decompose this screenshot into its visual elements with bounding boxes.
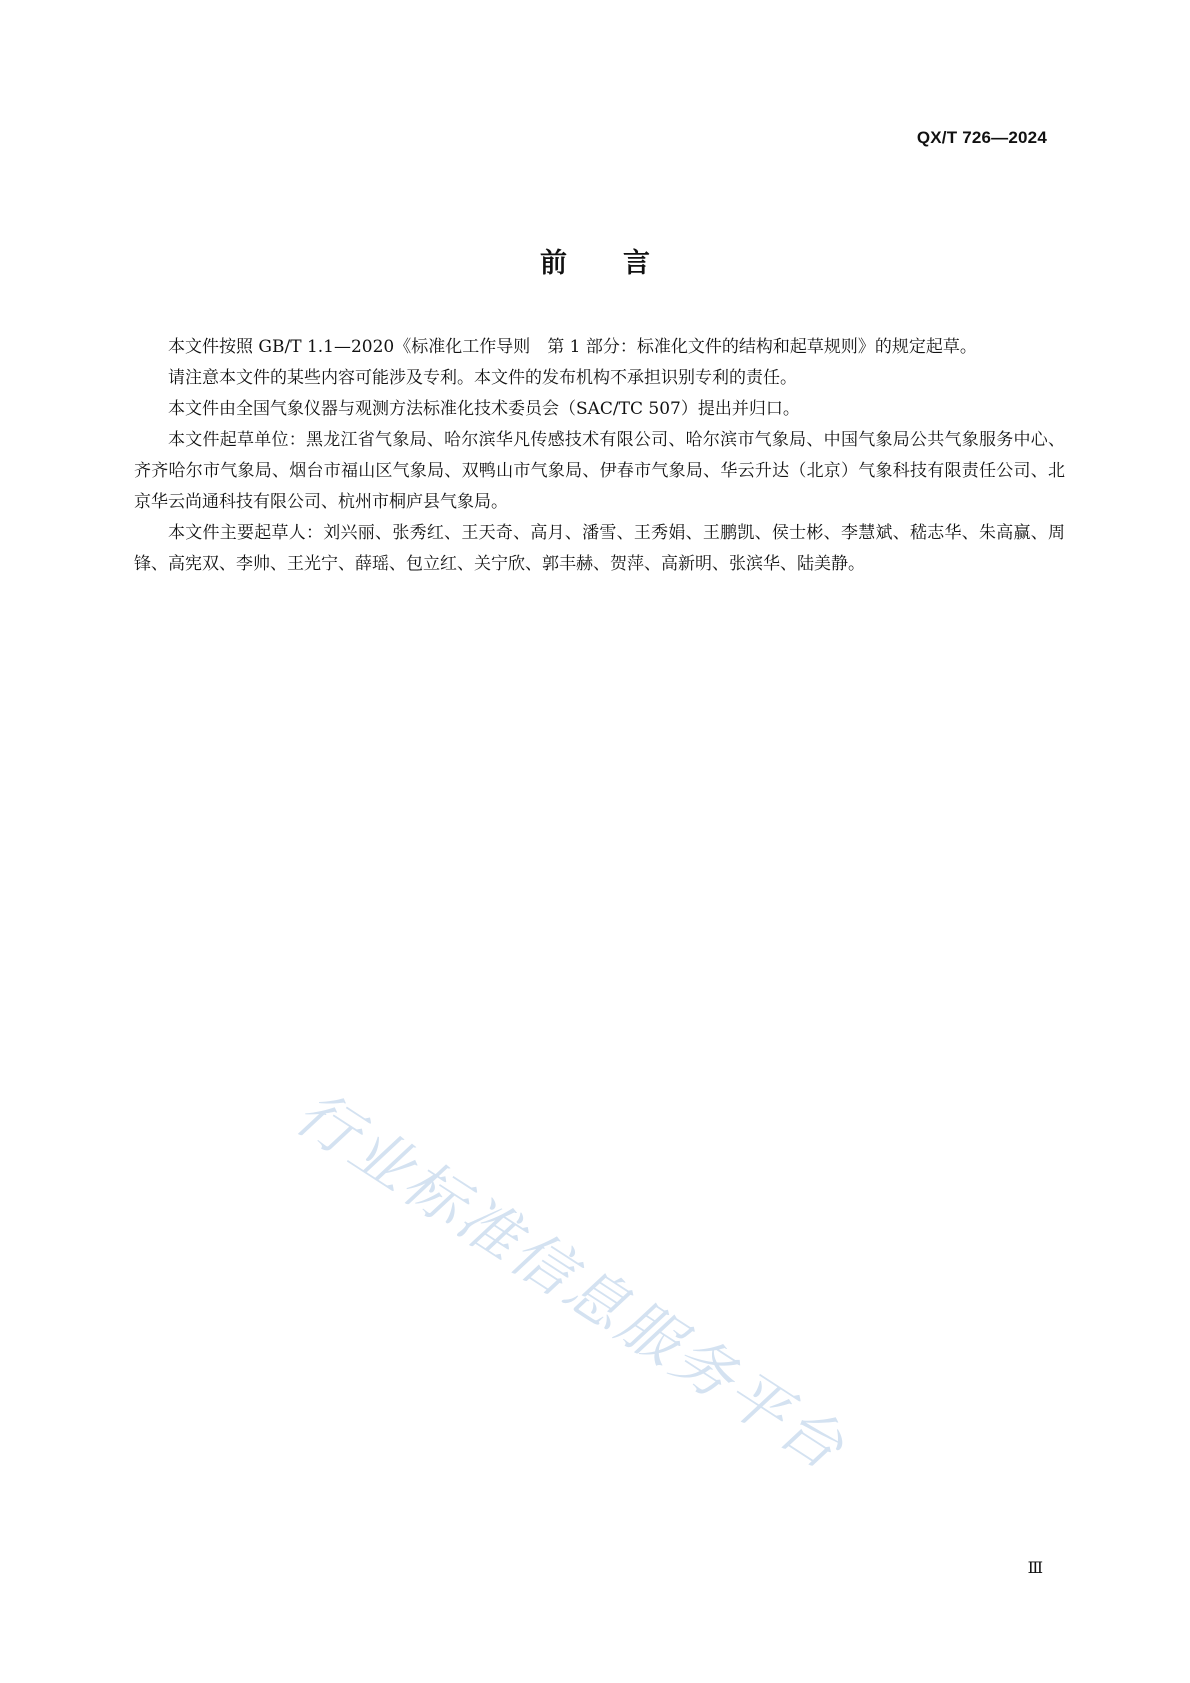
page-title: 前言 bbox=[540, 248, 706, 279]
standard-code: QX/T 726—2024 bbox=[916, 128, 1047, 147]
paragraph-proposer: 本文件由全国气象仪器与观测方法标准化技术委员会（SAC/TC 507）提出并归口。 bbox=[168, 399, 800, 419]
paragraph-drafting-rules: 本文件按照 GB/T 1.1—2020《标准化工作导则 第 1 部分：标准化文件的结构和起草规则》的规定起草。 bbox=[168, 337, 977, 357]
page-number: Ⅲ bbox=[1027, 1558, 1043, 1577]
paragraph-drafting-units: 本文件起草单位：黑龙江省气象局、哈尔滨华凡传感技术有限公司、哈尔滨市气象局、中国气象局公共气象服务中心、齐齐哈尔市气象局、烟台市福山区气象局、双鸭山市气象局、伊春市气象局、华云升达（北京）气象科技有限责任公司、北京华云尚通科技有限公司、杭州市桐庐县气象局。 bbox=[134, 430, 1065, 512]
preface-body bbox=[134, 332, 1065, 580]
paragraph-patent-notice: 请注意本文件的某些内容可能涉及专利。本文件的发布机构不承担识别专利的责任。 bbox=[168, 368, 797, 388]
watermark: 行业标准信息服务平台 bbox=[283, 1077, 859, 1486]
paragraph-drafters: 本文件主要起草人：刘兴丽、张秀红、王天奇、高月、潘雪、王秀娟、王鹏凯、侯士彬、李慧斌、嵇志华、朱高赢、周锋、高宪双、李帅、王光宁、薛瑶、包立红、关宁欣、郭丰赫、贺萍、高新明、张滨华、陆美静。 bbox=[134, 523, 1065, 574]
